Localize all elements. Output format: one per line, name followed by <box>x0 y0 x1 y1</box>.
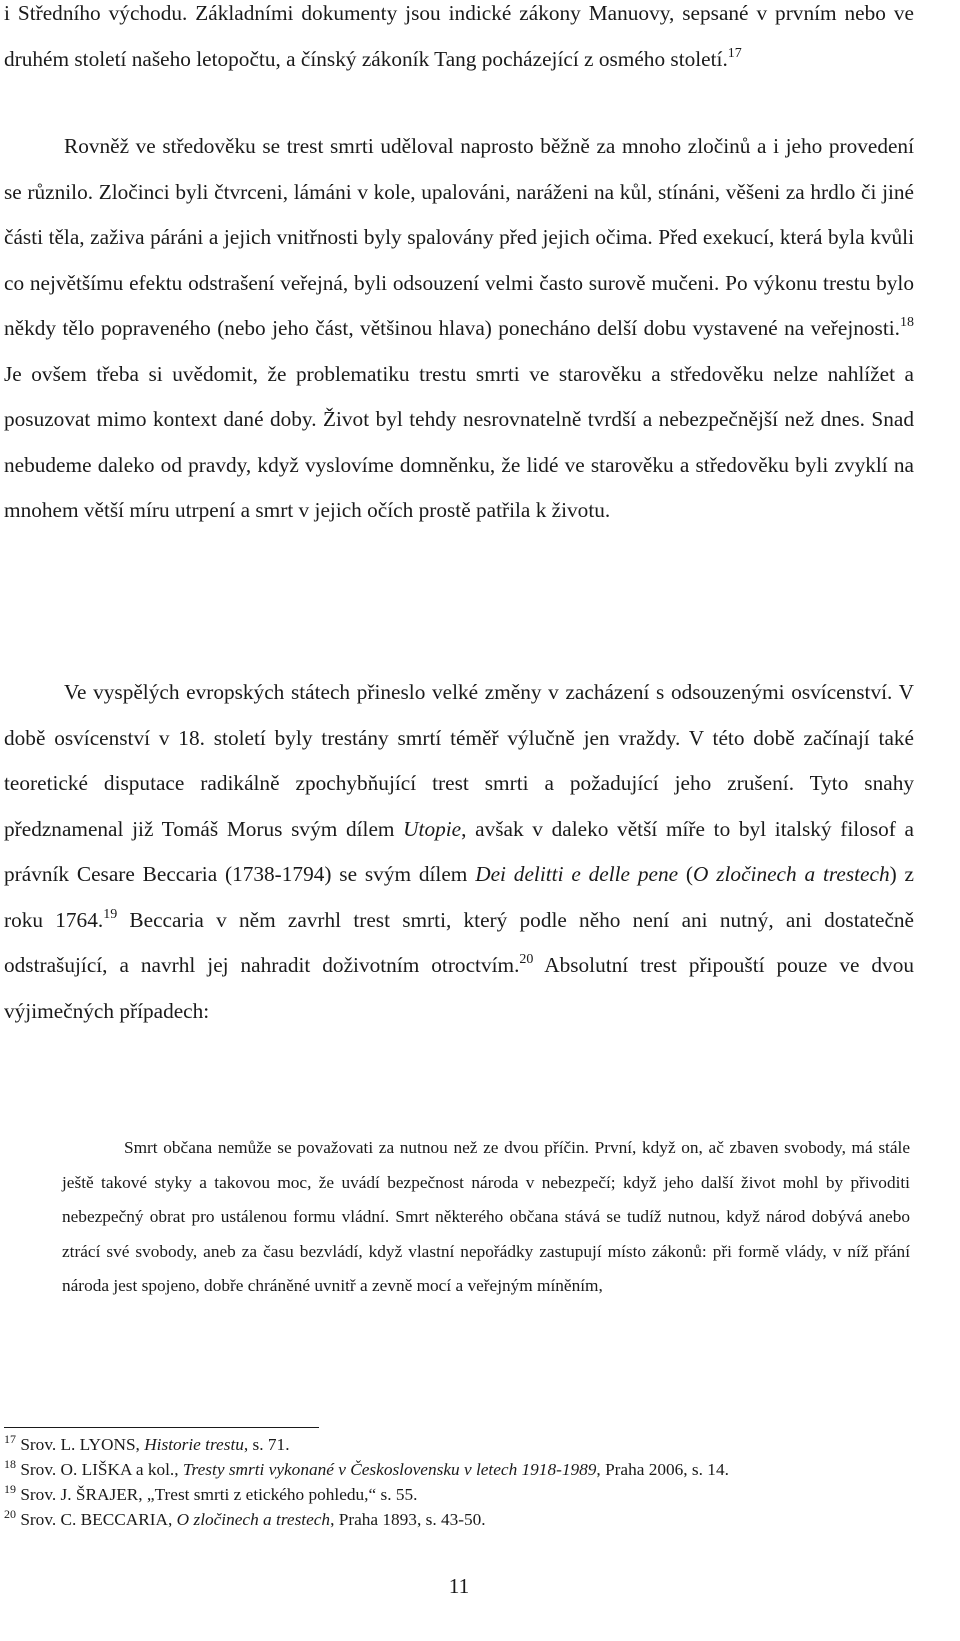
footnote-number: 20 <box>4 1507 16 1521</box>
footnote-ref-19[interactable]: 19 <box>103 906 118 922</box>
footnote-number: 17 <box>4 1432 16 1446</box>
footnote-18 <box>4 1457 914 1482</box>
footnote-19 <box>4 1482 914 1507</box>
footnote-text: Srov. O. LIŠKA a kol., <box>16 1460 183 1479</box>
footnote-text-end: , Praha 1893, s. 43-50. <box>330 1510 486 1529</box>
paragraph-2-text-a: Rovněž ve středověku se trest smrti uděloval naprosto běžně za mnoho zločinů a i jeho provedení se různilo. Zločinci byli čtvrceni, lámáni v kole, upalováni, naráženi na kůl, stínáni, věšeni za hrdlo či jiné části těla, zaživa páráni a jejich vnitřnosti byly spalovány před jejich očima. Před exekucí, která byla kvůli co největšímu efektu odstrašení veřejná, byli odsouzení velmi často surově mučeni. Po výkonu trestu bylo někdy tělo popraveného (nebo jeho část, většinou hlava) ponecháno delší dobu vystavené na veřejnosti. <box>4 134 914 340</box>
footnote-title: O zločinech a trestech <box>176 1510 331 1529</box>
page-number: 11 <box>448 1574 470 1598</box>
paragraph-3-text-b: , avšak v daleko větší míře to byl italský filosof a právník Cesare Beccaria (1738-1794) se svým dílem <box>4 816 914 886</box>
paragraph-1-text: i Středního východu. Základními dokumenty jsou indické zákony Manuovy, sepsané v prvním nebo ve druhém století našeho letopočtu, a čínský zákoník Tang pocházející z osmého století. <box>4 1 914 71</box>
footnote-17 <box>4 1432 914 1457</box>
footnote-text: Srov. C. BECCARIA, <box>16 1510 177 1529</box>
footnote-text: Srov. J. ŠRAJER, „Trest smrti z etického pohledu,“ s. 55. <box>16 1485 418 1504</box>
title-dei-delitti: Dei delitti e delle pene <box>475 862 679 886</box>
block-quote: Smrt občana nemůže se považovati za nutnou než ze dvou příčin. První, když on, ač zbaven svobody, má stále ještě takové styky a takovou moc, že uvádí bezpečnost národa v nebezpečí; když jeho další život mohl by přivoditi nebezpečný obrat pro ustálenou formu vládní. Smrt některého občana stává se tudíž nutnou, když národ dobývá anebo ztrácí své svobody, aneb za času bezvládí, když vlastní nepořádky zastupují místo zákonů: při formě vlády, v níž přání národa jest spojeno, dobře chráněné uvnitř a zevně mocí a veřejným míněním, <box>62 1138 910 1296</box>
footnote-title: Tresty smrti vykonané v Československu v letech 1918-1989 <box>182 1460 597 1479</box>
paragraph-2-text-b: Je ovšem třeba si uvědomit, že problematiku trestu smrti ve starověku a středověku nelze nahlížet a posuzovat mimo kontext dané doby. Život byl tehdy nesrovnatelně tvrdší a nebezpečnější než dnes. Snad nebudeme daleko od pravdy, když vyslovíme domněnku, že lidé ve starověku a středověku byli zvyklí na mnohem větší míru utrpení a smrt v jejich očích prostě patřila k životu. <box>4 361 914 522</box>
title-utopie: Utopie <box>403 816 462 841</box>
paragraph-3-text-c: ( <box>678 862 693 886</box>
footnote-ref-17[interactable]: 17 <box>727 45 742 61</box>
footnote-20 <box>4 1507 914 1532</box>
footnote-text: Srov. L. LYONS, <box>16 1435 145 1454</box>
paragraph-3-text-a: Ve vyspělých evropských státech přineslo velké změny v zacházení s odsouzenými osvícenství. V době osvícenství v 18. století byly trestány smrtí téměř výlučně jen vraždy. V této době začínají také teoretické disputace radikálně zpochybňující trest smrti a požadující jeho zrušení. Tyto snahy předznamenal již Tomáš Morus svým dílem <box>4 680 914 841</box>
paragraph-3-text-f: Absolutní trest připouští pouze ve dvou výjimečných případech: <box>4 953 915 1023</box>
paragraph-3-text-e: Beccaria v něm zavrhl trest smrti, který podle něho není ani nutný, ani dostatečně odstrašující, a navrhl jej nahradit doživotním otroctvím. <box>4 907 914 977</box>
footnote-number: 19 <box>4 1482 16 1496</box>
paragraph-1 <box>4 0 914 82</box>
footnote-ref-18[interactable]: 18 <box>900 315 914 330</box>
footnote-number: 18 <box>4 1457 16 1471</box>
footnote-ref-20[interactable]: 20 <box>519 952 534 967</box>
title-o-zlocinech: O zločinech a trestech <box>693 862 890 886</box>
footnote-text-end: , s. 71. <box>243 1435 290 1454</box>
paragraph-3 <box>4 670 914 1034</box>
footnote-title: Historie trestu <box>144 1435 244 1454</box>
footnote-divider <box>4 1427 319 1428</box>
paragraph-2 <box>4 124 914 534</box>
footnotes <box>4 1432 914 1532</box>
paragraph-3-text-d: ) z roku 1764. <box>4 862 914 932</box>
footnote-text-end: , Praha 2006, s. 14. <box>596 1460 729 1479</box>
